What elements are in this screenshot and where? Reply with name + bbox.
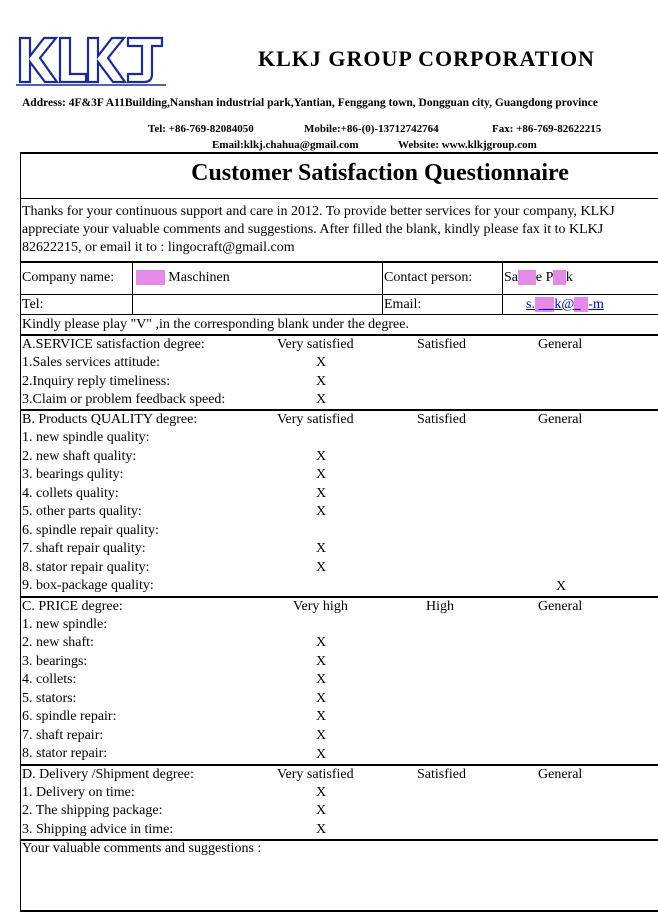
- section-c-heading: C. PRICE degree:: [22, 599, 123, 614]
- service-item-3: 3.Claim or problem feedback speed:: [22, 392, 226, 407]
- mobile: Mobile:+86-(0)-13712742764: [304, 123, 439, 135]
- contact-person-value[interactable]: Sabine Paek: [504, 270, 573, 285]
- quality-item-7: 7. shaft repair quality:: [22, 541, 146, 556]
- quality-item-9: 9. box-package quality:: [22, 578, 154, 593]
- address: Address: 4F&3F A11Building,Nanshan industrial park,Yantian, Fenggang town, Dongguan city, Guangdong province: [22, 97, 598, 109]
- quality-item-1: 1. new spindle quality:: [22, 430, 150, 445]
- klkj-logo: [16, 34, 166, 86]
- delivery-item-2: 2. The shipping package:: [22, 803, 163, 818]
- section-a-heading: A.SERVICE satisfaction degree:: [22, 337, 205, 352]
- quality-item-8-mark[interactable]: X: [316, 560, 327, 575]
- price-item-4: 4. collets:: [22, 672, 77, 687]
- quality-item-3: 3. bearings qulity:: [22, 467, 124, 482]
- section-d-heading: D. Delivery /Shipment degree:: [22, 767, 194, 782]
- service-item-1: 1.Sales services attitude:: [22, 355, 161, 370]
- section-b-col-general: General: [538, 412, 583, 427]
- intro-line-3: 82622215, or email it to : lingocraft@gmail.com: [22, 240, 295, 255]
- delivery-item-2-mark[interactable]: X: [316, 803, 327, 818]
- company-title: KLKJ GROUP CORPORATION: [258, 46, 595, 71]
- contact-bottom: [20, 314, 658, 315]
- intro-line-2: appreciate your valuable comments and suggestions. After filled the blank, kindly please fax it to KLKJ: [22, 222, 604, 237]
- section-c-top: [20, 596, 658, 598]
- email-label: Email:: [384, 297, 422, 312]
- price-item-7: 7. shaft repair:: [22, 728, 104, 743]
- quality-item-8: 8. stator repair quality:: [22, 560, 150, 575]
- section-b-top: [20, 409, 658, 411]
- redacted-mark: KLG: [136, 270, 165, 285]
- price-item-2: 2. new shaft:: [22, 635, 94, 650]
- delivery-item-1-mark[interactable]: X: [316, 785, 327, 800]
- comments-label: Your valuable comments and suggestions :: [22, 841, 262, 856]
- section-a-top: [20, 334, 658, 336]
- quality-item-6: 6. spindle repair quality:: [22, 523, 159, 538]
- contact-mid: [20, 294, 658, 295]
- quality-item-4-mark[interactable]: X: [316, 486, 327, 501]
- quality-item-2-mark[interactable]: X: [316, 449, 327, 464]
- quality-item-5: 5. other parts quality:: [22, 504, 142, 519]
- price-item-3-mark[interactable]: X: [316, 654, 327, 669]
- redacted-mark: ae: [553, 270, 566, 285]
- price-item-4-mark[interactable]: X: [316, 672, 327, 687]
- redacted-mark: pee: [534, 297, 555, 312]
- frame-left: [20, 152, 21, 912]
- price-item-5-mark[interactable]: X: [316, 691, 327, 706]
- website: Website: www.klkjgroup.com: [398, 139, 537, 151]
- section-a-col-general: General: [538, 337, 583, 352]
- service-item-2: 2.Inquiry reply timeliness:: [22, 374, 171, 389]
- company-name-label: Company name:: [22, 270, 115, 285]
- quality-item-4: 4. collets quality:: [22, 486, 119, 501]
- title-divider: [20, 198, 658, 199]
- section-d-top: [20, 764, 658, 766]
- frame-bottom: [20, 910, 658, 912]
- contact-top: [20, 261, 658, 263]
- delivery-item-3-mark[interactable]: X: [316, 822, 327, 837]
- page-title: Customer Satisfaction Questionnaire: [191, 160, 569, 186]
- email: Email:klkj.chahua@gmail.com: [212, 139, 359, 151]
- section-c-col-very-high: Very high: [293, 599, 348, 614]
- service-item-3-mark[interactable]: X: [316, 392, 327, 407]
- frame-top: [20, 152, 658, 154]
- comments-area[interactable]: [22, 860, 652, 906]
- section-b-col-satisfied: Satisfied: [417, 412, 466, 427]
- section-a-col-satisfied: Satisfied: [417, 337, 466, 352]
- quality-item-2: 2. new shaft quality:: [22, 449, 137, 464]
- instruction: Kindly please play "V" ,in the corresponding blank under the degree.: [22, 317, 409, 332]
- price-item-6-mark[interactable]: X: [316, 709, 327, 724]
- tel-label: Tel:: [22, 297, 44, 312]
- price-item-2-mark[interactable]: X: [316, 635, 327, 650]
- price-item-5: 5. stators:: [22, 691, 77, 706]
- tel: Tel: +86-769-82084050: [148, 123, 254, 135]
- service-item-2-mark[interactable]: X: [316, 374, 327, 389]
- delivery-item-1: 1. Delivery on time:: [22, 785, 135, 800]
- service-item-1-mark[interactable]: X: [316, 355, 327, 370]
- price-item-8: 8. stator repair:: [22, 746, 108, 761]
- quality-item-7-mark[interactable]: X: [316, 541, 327, 556]
- redacted-mark: kg: [574, 297, 589, 312]
- section-c-col-general: General: [538, 599, 583, 614]
- price-item-3: 3. bearings:: [22, 654, 88, 669]
- section-a-col-very-satisfied: Very satisfied: [277, 337, 354, 352]
- section-d-col-satisfied: Satisfied: [417, 767, 466, 782]
- intro-line-1: Thanks for your continuous support and care in 2012. To provide better services for your company, KLKJ: [22, 204, 615, 219]
- section-b-col-very-satisfied: Very satisfied: [277, 412, 354, 427]
- price-item-7-mark[interactable]: X: [316, 728, 327, 743]
- price-item-1: 1. new spindle:: [22, 617, 108, 632]
- contact-col-1: [132, 262, 133, 314]
- section-b-heading: B. Products QUALITY degree:: [22, 412, 198, 427]
- section-d-col-very-satisfied: Very satisfied: [277, 767, 354, 782]
- price-item-6: 6. spindle repair:: [22, 709, 117, 724]
- quality-item-9-mark[interactable]: X: [556, 579, 567, 594]
- fax: Fax: +86-769-82622215: [492, 123, 602, 135]
- contact-col-3: [502, 262, 503, 314]
- quality-item-3-mark[interactable]: X: [316, 467, 327, 482]
- email-value-link[interactable]: s.peek@kg-m: [526, 297, 604, 312]
- redacted-mark: bin: [518, 270, 536, 285]
- contact-person-label: Contact person:: [384, 270, 473, 285]
- section-c-col-high: High: [426, 599, 454, 614]
- company-name-value[interactable]: KLG Maschinen: [136, 270, 230, 285]
- price-item-8-mark[interactable]: X: [316, 747, 327, 762]
- contact-col-2: [382, 262, 383, 314]
- section-d-col-general: General: [538, 767, 583, 782]
- delivery-item-3: 3. Shipping advice in time:: [22, 822, 174, 837]
- quality-item-5-mark[interactable]: X: [316, 504, 327, 519]
